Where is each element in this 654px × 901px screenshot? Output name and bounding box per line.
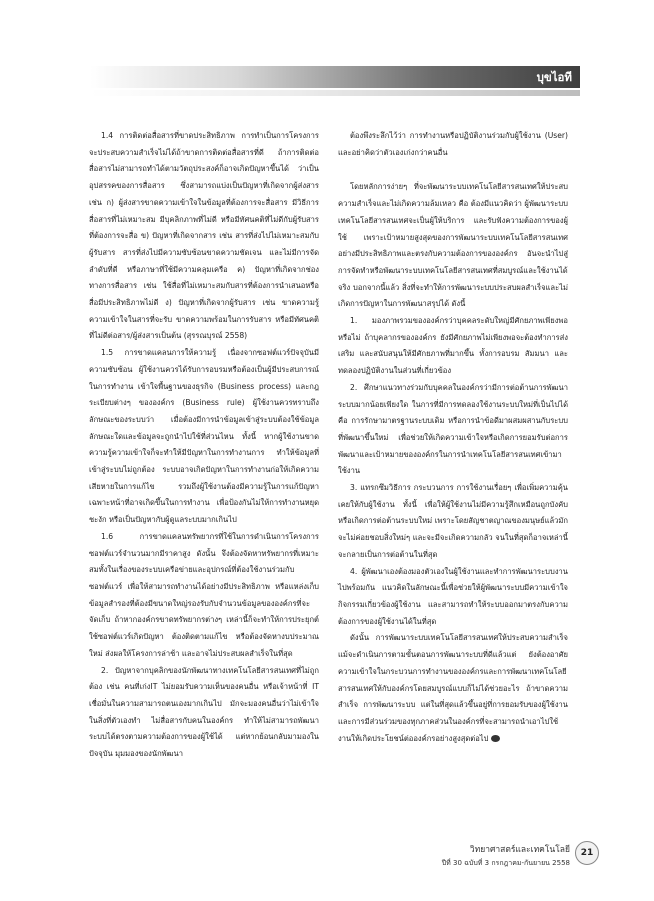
paragraph: 3. แทรกซึมวิธีการ กระบวนการ การใช้งานเรื่อยๆ เพื่อเพิ่มความคุ้นเคยให้กับผู้ใช้งาน ทั้งนี้ เพื่อให้ผู้ใช้งานไม่มีความรู้สึกเหมือนถูกบังคับ หรือเกิดการต่อต้านระบบใหม่ เพราะโดยสัญชาตญาณของมนุษย์แล้วมักจะไม่ค่อยชอบสิ่งใหม่ๆ และจะมีจะเกิดความกลัว จนในที่สุดก็อาจเหล่านี้จะกลายเป็นการต่อต้านในที่สุด: [338, 483, 568, 559]
left-column: [89, 128, 319, 763]
section-title: บุขไอที: [536, 70, 572, 84]
section-header-bar: [90, 66, 580, 88]
paragraph: 1.6 การขาดแคลนทรัพยากรที่ใช้ในการดำเนินการโครงการ ซอฟต์แวร์จำนวนมากมีราคาสูง ดังนั้น จึงต้องจัดหาทรัพยากรที่เหมาะสมทั้งในเรื่องของระบบเครือข่ายและอุปกรณ์ที่ต้องใช้งานร่วมกับซอฟต์แวร์ เพื่อให้สามารถทำงานได้อย่างมีประสิทธิภาพ หรือแหล่งเก็บข้อมูลสำรองที่ต้องมีขนาดใหญ่รองรับกับจำนวนข้อมูลขององค์กรที่จะจัดเก็บ ถ้าหากองค์กรขาดทรัพยากรต่างๆ เหล่านี้ก็จะทำให้การประยุกต์ใช้ซอฟต์แวร์เกิดปัญหา ต้องติดตามแก้ไข หรือต้องจัดหางบประมาณใหม่ ส่งผลให้โครงการล่าช้า และอาจไม่ประสบผลสำเร็จในที่สุด: [89, 531, 319, 658]
paragraph: 1. มองภาพรวมขององค์กรว่าบุคคลระดับใหญ่มีศักยภาพเพียงพอหรือไม่ ถ้าบุคลากรขององค์กร ยังมีศักยภาพไม่เพียงพอจะต้องทำการส่งเสริม และสนับสนุนให้มีศักยภาพที่มากขึ้น ทั้งการอบรม สัมมนา และทดลองปฏิบัติงานในส่วนที่เกี่ยวข้อง: [338, 316, 568, 376]
page-number: 21: [575, 841, 599, 865]
paragraph-final-text: ดังนั้น การพัฒนาระบบเทคโนโลยีสารสนเทศให้ประสบความสำเร็จ แม้จะดำเนินการตามขั้นตอนการพัฒนาระบบที่ดีแล้วแต่ ยังต้องอาศัยความเข้าใจในกระบวนการทำงานขององค์กรและการพัฒนาเทคโนโลยีสารสนเทศให้กับองค์กรโดยสมบูรณ์แบบก็ไม่ได้ช่วยอะไร ถ้าขาดความสำเร็จ การพัฒนาระบบ แต่ในที่สุดแล้วขึ้นอยู่ที่การยอมรับของผู้ใช้งานและการมีส่วนร่วมของทุกภาคส่วนในองค์กรที่จะสามารถนำเอาไปใช้งานให้เกิดประโยชน์ต่อองค์กรอย่างสูงสุดต่อไป: [338, 633, 568, 743]
paragraph-final: [338, 630, 568, 747]
right-column: [338, 128, 568, 747]
paragraph: 2. ปัญหาจากบุคลิกของนักพัฒนาทางเทคโนโลยีสารสนเทศที่ไม่ถูกต้อง เช่น คนที่เก่งIT ไม่ยอมรับความเห็นของคนอื่น หรือเจ้าหน้าที่ IT เชื่อมั่นในความสามารถตนเองมากเกินไป มักจะมองคนอื่นว่าไม่เข้าใจในสิ่งที่ตัวเองทำ ไม่สื่อสารกับคนในองค์กร ทำให้ไม่สามารถพัฒนาระบบได้ตรงตามความต้องการของผู้ใช้ได้ แต่หากย้อนกลับมามองในปัจจุบัน มุมมองของนักพัฒนา: [89, 665, 319, 759]
end-mark-icon: [491, 735, 500, 742]
footer-journal-name: วิทยาศาสตร์และเทคโนโลยี: [469, 845, 570, 855]
paragraph: โดยหลักการง่ายๆ ที่จะพัฒนาระบบเทคโนโลยีสารสนเทศให้ประสบความสำเร็จและไม่เกิดความล้มเหลว คือ ต้องมีแนวคิดว่า ผู้พัฒนาระบบเทคโนโลยีสารสนเทศจะเป็นผู้ให้บริการ และรับฟังความต้องการของผู้ใช้ เพราะเป้าหมายสูงสุดของการพัฒนาระบบเทคโนโลยีสารสนเทศอย่างมีประสิทธิภาพและตรงกับความต้องการขององค์กร อันจะนำไปสู่การจัดทำหรือพัฒนาระบบเทคโนโลยีสารสนเทศที่สมบูรณ์และใช้งานได้จริง บอกจากนี้แล้ว สิ่งที่จะทำให้การพัฒนาระบบประสบผลสำเร็จและไม่เกิดการปัญหาในการพัฒนาสรุปได้ ดังนี้: [338, 182, 568, 309]
section-header-underline: [90, 90, 580, 96]
paragraph: 4. ผู้พัฒนาเองต้องมองตัวเองในผู้ใช้งานและทำการพัฒนาระบบงานไปพร้อมกัน แนวคิดในลักษณะนี้เพื่อช่วยให้ผู้พัฒนาระบบมีความเข้าใจกิจกรรมเกี่ยวข้องผู้ใช้งาน และสามารถทำให้ระบบออกมาตรงกับความต้องการของผู้ใช้งานได้ในที่สุด: [338, 566, 568, 626]
paragraph: 1.4 การติดต่อสื่อสารที่ขาดประสิทธิภาพ การทำเป็นการโครงการจะประสบความสำเร็จไม่ได้ถ้าขาดการติดต่อสื่อสารที่ดี ถ้าการติดต่อสื่อสารไม่สามารถทำได้ตามวัตถุประสงค์ก็อาจเกิดปัญหาขึ้นได้ ว่าเป็นอุปสรรคของการสื่อสาร ซึ่งสามารถแบ่งเป็นปัญหาที่เกิดจากผู้ส่งสาร เช่น ก) ผู้ส่งสารขาดความเข้าใจในข้อมูลที่ต้องการจะสื่อสาร มีวิธีการสื่อสารที่ไม่เหมาะสม มีบุคลิกภาพที่ไม่ดี หรือมีทัศนคติที่ไม่ดีกับผู้รับสารที่ต้องการจะสื่อ ข) ปัญหาที่เกิดจากสาร เช่น สารที่ส่งไปไม่เหมาะสมกับผู้รับสาร สารที่ส่งไปมีความซับซ้อนขาดความชัดเจน และไม่มีการจัดลำดับที่ดี หรือภาษาที่ใช้มีความคลุมเครือ ค) ปัญหาที่เกิดจากช่องทางการสื่อสาร เช่น ใช้สื่อที่ไม่เหมาะสมกับสารที่ต้องการนำเสนอหรือสื่อมีประสิทธิภาพไม่ดี ง) ปัญหาที่เกิดจากผู้รับสาร เช่น ขาดความรู้ความเข้าใจในสารที่จะรับ ขาดความพร้อมในการรับสาร หรือมีทัศนคติที่ไม่ดีต่อสาร/ผู้ส่งสารเป็นต้น (สุรรณบุรณ์ 2558): [89, 131, 319, 341]
paragraph: ต้องพึงระลึกไว้ว่า การทำงานหรือปฏิบัติงานร่วมกับผู้ใช้งาน (User) และอย่าคิดว่าตัวเองเก่งกว่าคนอื่น: [338, 131, 568, 157]
paragraph: 2. ศึกษาแนวทางร่วมกับบุคคลในองค์กรว่ามีการต่อต้านการพัฒนาระบบมากน้อยเพียงใด ในการที่มีการทดลองใช้งานระบบใหม่ที่เป็นไปได้ คือ การรักษามาตรฐานระบบเดิม หรือการนำข้อดีมาผสมผสานกับระบบที่พัฒนาขึ้นใหม่ เพื่อช่วยให้เกิดความเข้าใจหรือเกิดการยอมรับต่อการพัฒนาและเป้าหมายขององค์กรในการนำเทคโนโลยีสารสนเทศเข้ามาใช้งาน: [338, 382, 568, 476]
paragraph: 1.5 การขาดแคลนการให้ความรู้ เนื่องจากซอฟต์แวร์ปัจจุบันมีความซับซ้อน ผู้ใช้งานควรได้รับการอบรมหรือต้องเป็นผู้มีประสบการณ์ในการทำงาน เข้าใจพื้นฐานของธุรกิจ (Business process) และกฎระเบียบต่างๆ ขององค์กร (Business rule) ผู้ใช้งานควรทราบถึงลักษณะของระบบว่า เมื่อต้องมีการนำข้อมูลเข้าสู่ระบบต้องใช้ข้อมูลลักษณะใดและข้อมูลจะถูกนำไปใช้ที่ส่วนไหน ทั้งนี้ หากผู้ใช้งานขาดความรู้ความเข้าใจก็จะทำให้มีปัญหาในการทำงานการ ทำให้ข้อมูลที่เข้าสู่ระบบไม่ถูกต้อง ระบบอาจเกิดปัญหาในการทำงานก่อให้เกิดความเสียหายในการแก้ไข รวมถึงผู้ใช้งานต้องมีความรู้ในการแก้ปัญหาเฉพาะหน้าที่อาจเกิดขึ้นในการทำงาน เพื่อป้องกันไม่ให้การทำงานหยุดชะงัก หรือเป็นปัญหากับผู้ดูแลระบบมากเกินไป: [89, 348, 319, 525]
footer-issue-info: ปีที่ 30 ฉบับที่ 3 กรกฎาคม-กันยายน 2558: [441, 859, 570, 867]
